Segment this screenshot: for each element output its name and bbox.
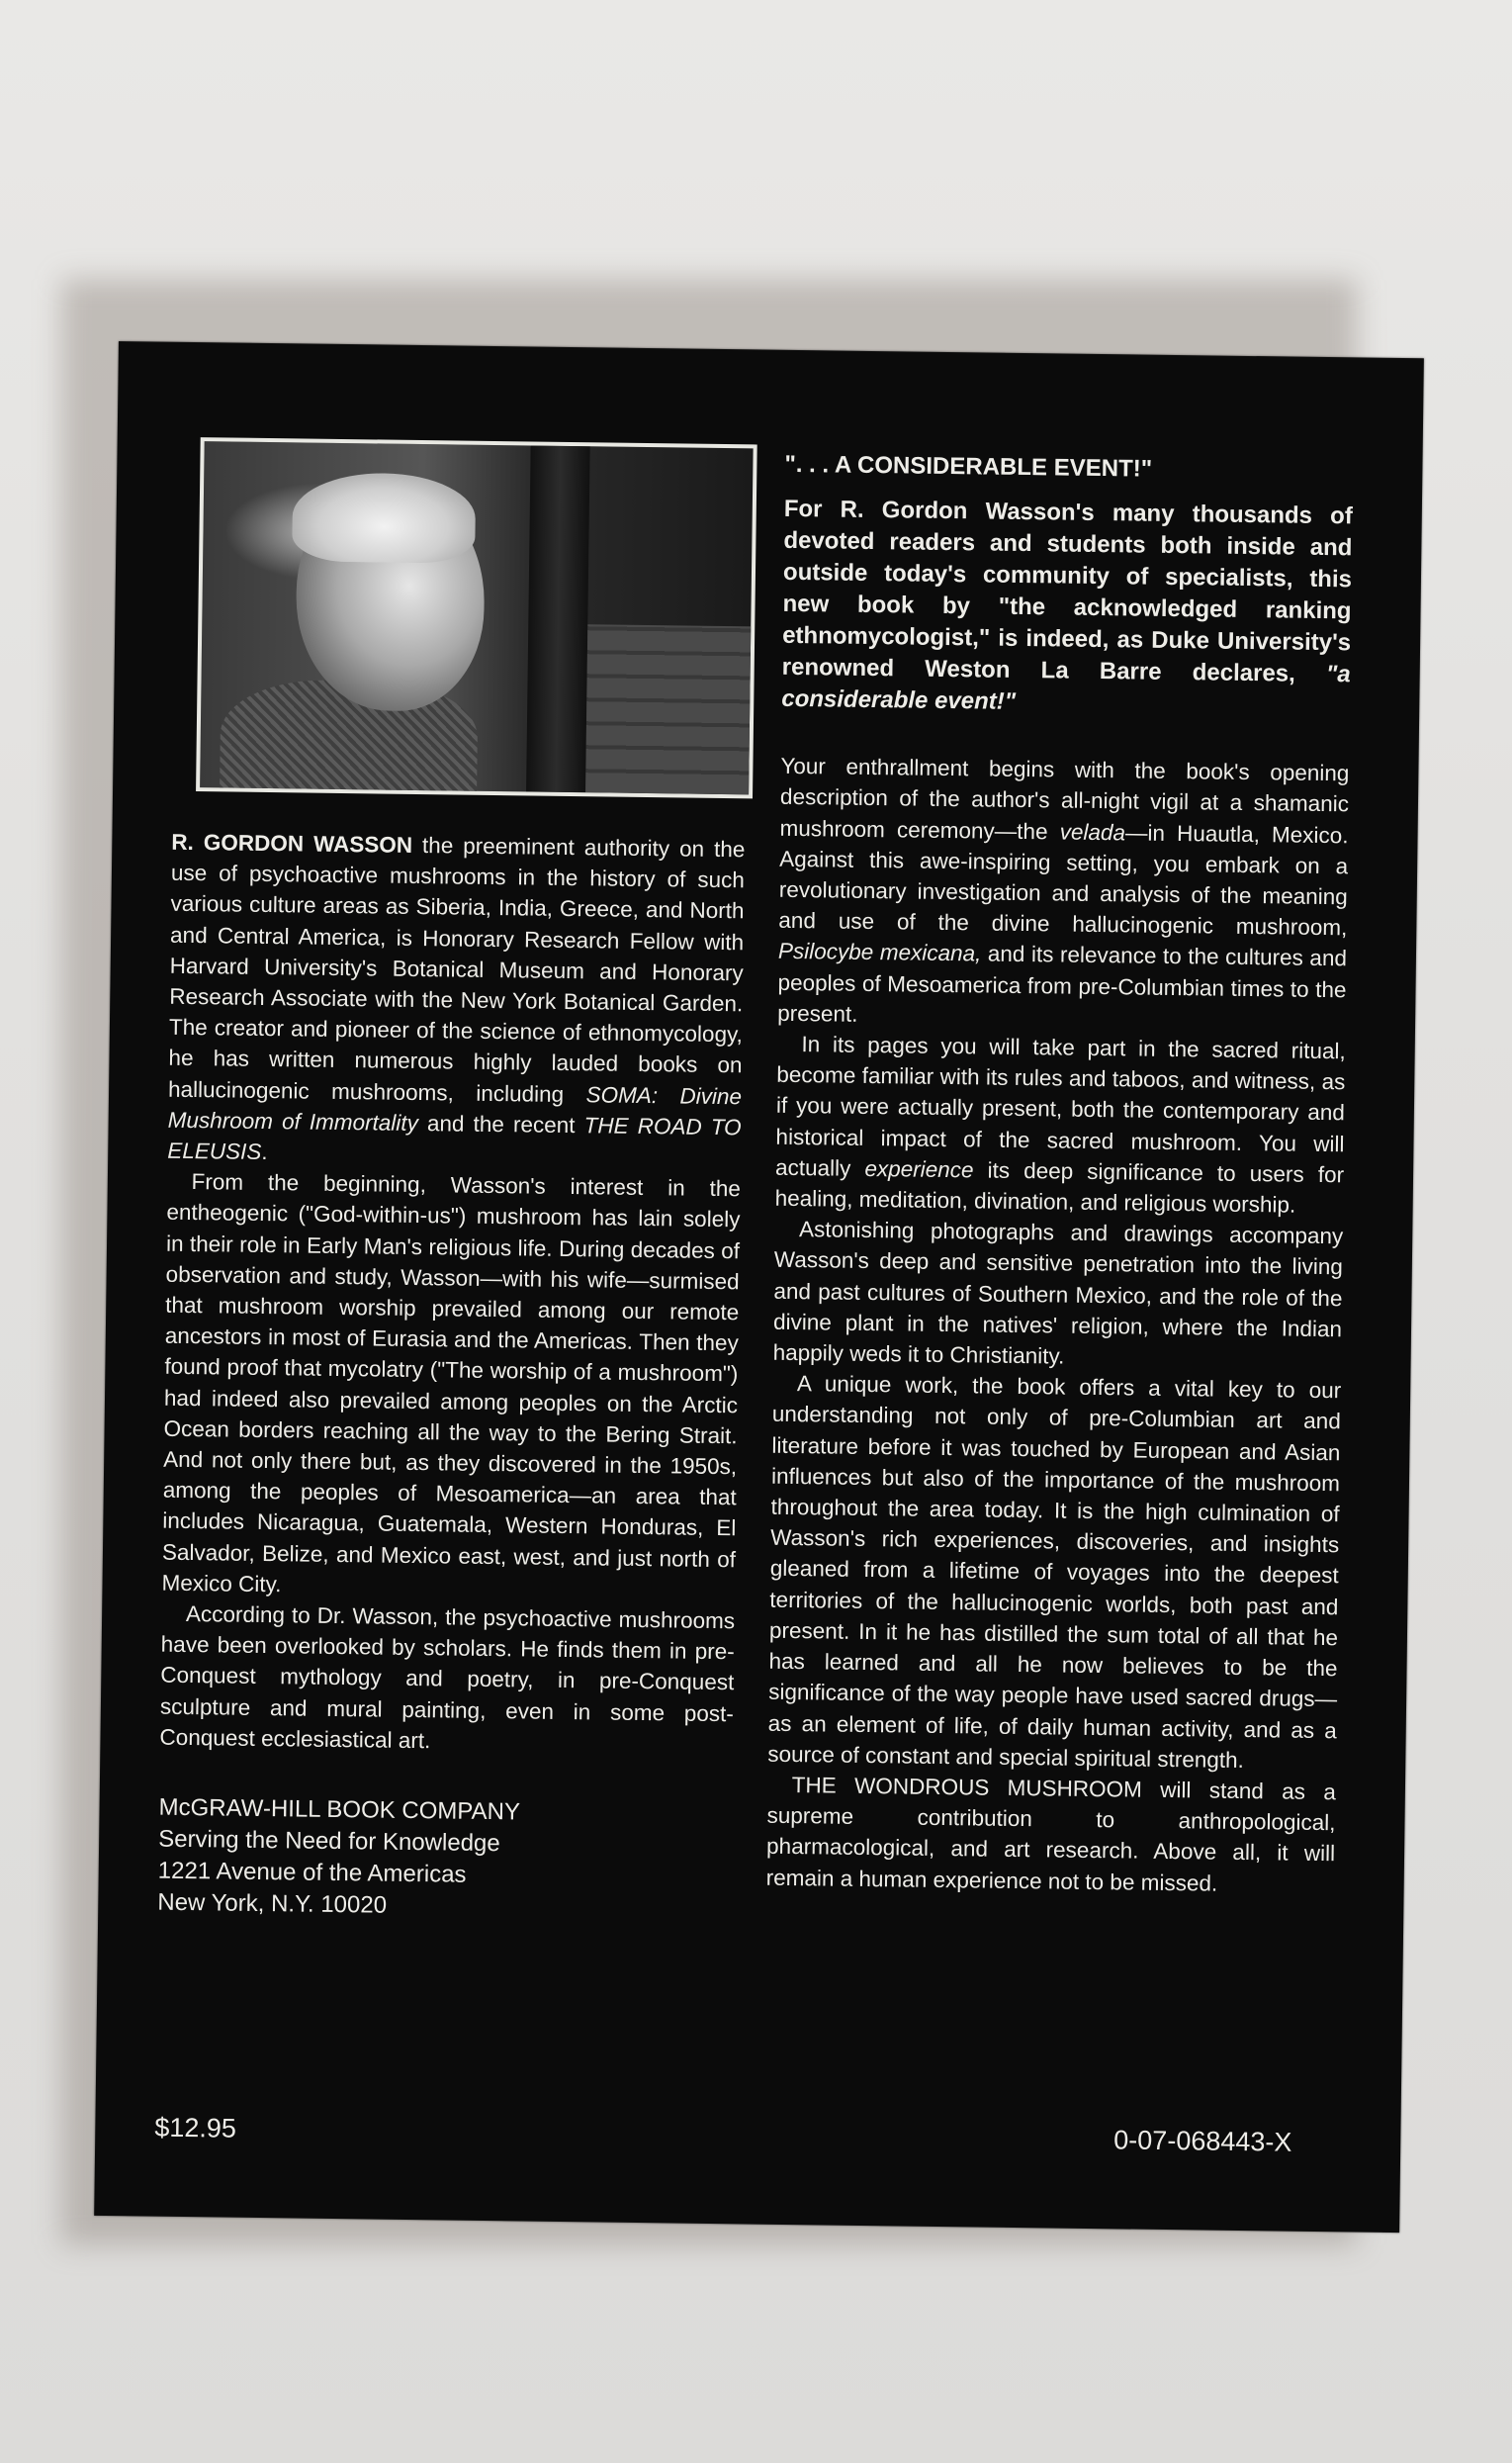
species: Psilocybe mexicana, — [777, 939, 982, 966]
publisher-tagline: Serving the Need for Knowledge — [158, 1825, 500, 1858]
book-back-cover — [94, 341, 1424, 2233]
publisher-street: 1221 Avenue of the Americas — [157, 1857, 467, 1888]
photo-hair — [292, 472, 476, 563]
p1-a: Your enthrallment begins with the book's opening description of the author's all-night vigil at a shamanic mushroom ceremony—the — [779, 754, 1350, 844]
quote-text: For R. Gordon Wasson's many thousands of devoted readers and students both inside and outside today's community of specialists, this new book by "the acknowledged ranking ethnomycologist," is indeed, as Duke University's renowned Weston La Barre declares, — [781, 496, 1353, 687]
experience: experience — [864, 1155, 974, 1183]
bio-paragraph-2: From the beginning, Wasson's interest in the entheogenic ("God-within-us") mushroom has lain solely in their role in Early Man's religious life. During decades of observation and study, Wasson—with his wife—surmised that mushroom worship prevailed among our remote ancestors in most of Eurasia and the Americas. Then they found proof that mycolatry ("The worship of a mushroom") had indeed also prevailed among peoples on the Arctic Ocean borders reaching all the way to the Bering Strait. And not only there but, as they discovered in the 1950s, among the peoples of Mesoamerica—an area that includes Nicaragua, Guatemala, Western Honduras, El Salvador, Belize, and Mexico east, west, and just north of Mexico City. — [161, 1169, 741, 1597]
description-paragraph-3: Astonishing photographs and drawings accompany Wasson's deep and sensitive penetration into the living and past cultures of Southern Mexico, and the role of the divine plant in the natives' religion, where the Indian happily weds it to Christianity. — [772, 1217, 1344, 1369]
bio-paragraph-3: According to Dr. Wasson, the psychoactive mushrooms have been overlooked by scholars. He finds them in pre-Conquest mythology and poetry, in pre-Conquest sculpture and mural painting, even in some post-Conquest ecclesiastical art. — [159, 1601, 736, 1754]
description-paragraph-2 — [775, 1029, 1346, 1222]
description-paragraph-5: THE WONDROUS MUSHROOM will stand as a supreme contribution to anthropological, pharmacological, and art research. Above all, it will remain a human experience not to be missed. — [765, 1772, 1337, 1896]
p2-b: its deep significance to users for healing, meditation, divination, and religious worship. — [774, 1157, 1345, 1218]
headline: ". . . A CONSIDERABLE EVENT!" — [784, 450, 1153, 483]
description-column — [766, 449, 1354, 1900]
eleusis-title: THE ROAD TO ELEUSIS — [167, 1113, 742, 1164]
author-name: R. GORDON WASSON — [171, 829, 413, 858]
bio-paragraph-1 — [167, 827, 745, 1174]
description-paragraph-1 — [777, 751, 1350, 1036]
photo-column — [526, 445, 590, 792]
period: . — [261, 1139, 268, 1165]
description-paragraph-4: A unique work, the book offers a vital key to our understanding not only of pre-Columbian art and literature before it was touched by European and Asian influences but also of the importance of the mushroom throughout the area today. It is the high culmination of Wasson's rich experiences, discoveries, and insights gleaned from a lifetime of voyages into the deepest territories of the hallucinogenic worlds, both past and present. In it he has distilled the sum total of all that he has learned and all he now believes to be the significance of the way people have used sacred drugs—as an element of life, of daily human activity, and as a source of constant and special spiritual strength. — [767, 1371, 1342, 1773]
p1-c: and its relevance to the cultures and peoples of Mesoamerica from pre-Columbian times to the present. — [777, 941, 1348, 1027]
blurb-quote — [781, 494, 1353, 723]
publisher-block — [157, 1792, 733, 1927]
soma-title: SOMA: Divine Mushroom of Immortality — [167, 1081, 743, 1136]
isbn: 0-07-068443-X — [1113, 2125, 1292, 2157]
quote-italic: "a considerable event!" — [781, 661, 1351, 716]
price: $12.95 — [154, 2112, 237, 2144]
bio-text: the preeminent authority on the use of psychoactive mushrooms in the history of such various culture areas as Siberia, India, Greece, and North and Central America, is Honorary Research Fellow with Harvard University's Botanical Museum and Honorary Research Associate with the New York Botanical Garden. The creator and pioneer of the science of ethnomycology, he has written numerous highly lauded books on hallucinogenic mushrooms, including — [167, 833, 746, 1107]
p1-b: —in Huautla, Mexico. Against this awe-inspiring setting, you embark on a revolutionary investigation and analysis of the meaning and use of the divine hallucinogenic mushroom, — [778, 819, 1349, 941]
author-bio-column — [157, 827, 745, 1927]
photo-stone-wall — [585, 624, 756, 794]
publisher-name: McGRAW-HILL BOOK COMPANY — [158, 1793, 521, 1826]
publisher-city: New York, N.Y. 10020 — [157, 1888, 388, 1919]
velada: velada — [1059, 819, 1126, 845]
author-photo — [196, 437, 757, 798]
and-recent: and the recent — [426, 1110, 576, 1138]
p2-a: In its pages you will take part in the sacred ritual, become familiar with its rules and taboos, and witness, as if you were actually present, both the contemporary and historical impact of the sacred mushroom. You will actually — [774, 1032, 1346, 1181]
